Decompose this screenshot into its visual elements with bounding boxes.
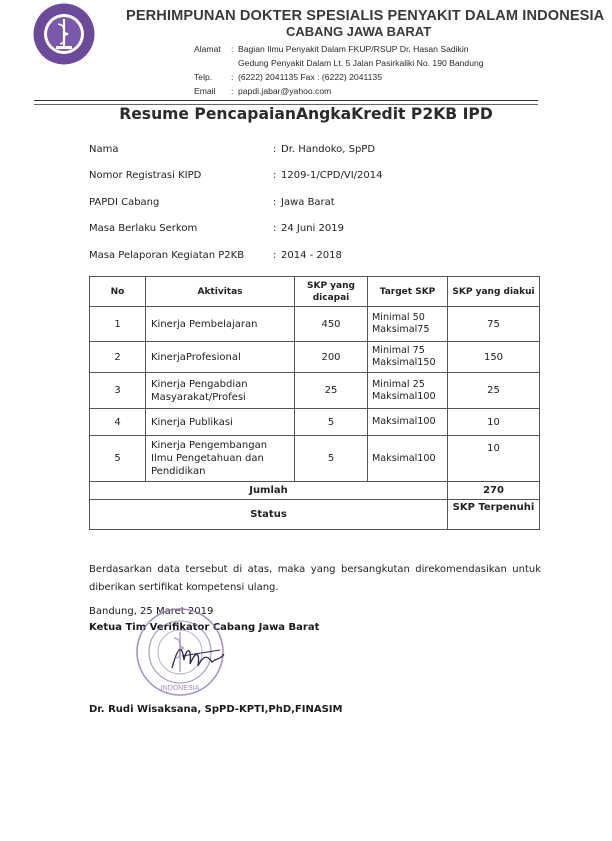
row-recognized: 75	[448, 307, 540, 342]
header-skp-recognized: SKP yang diakui	[448, 277, 540, 307]
total-value: 270	[448, 482, 540, 500]
row-activity: Kinerja Pengabdian Masyarakat/Profesi	[146, 373, 295, 409]
handwritten-signature	[168, 640, 228, 674]
info-separator: :	[273, 223, 277, 234]
row-recognized: 10	[448, 436, 540, 482]
header-skp-achieved: SKP yang dicapai	[295, 277, 368, 307]
row-recognized: 10	[448, 409, 540, 436]
status-value: SKP Terpenuhi	[448, 500, 540, 530]
row-achieved: 5	[295, 436, 368, 482]
row-recognized: 150	[448, 342, 540, 373]
branch-name: CABANG JAWA BARAT	[286, 24, 432, 39]
header-no: No	[90, 277, 146, 307]
row-target: Minimal 50 Maksimal75	[368, 307, 448, 342]
email-separator: :	[231, 86, 234, 96]
row-no: 5	[90, 436, 146, 482]
team-lead-title: Ketua Tim Verifikator Cabang Jawa Barat	[89, 622, 320, 633]
signer-name: Dr. Rudi Wisaksana, SpPD-KPTI,PhD,FINASIM	[89, 704, 343, 715]
row-achieved: 25	[295, 373, 368, 409]
row-target: Maksimal100	[368, 436, 448, 482]
row-activity: Kinerja Pengembangan Ilmu Pengetahuan dan Pendidikan	[146, 436, 295, 482]
row-activity: KinerjaProfesional	[146, 342, 295, 373]
info-label-registration: Nomor Registrasi KIPD	[89, 170, 202, 181]
organization-name: PERHIMPUNAN DOKTER SPESIALIS PENYAKIT DALAM INDONESIA	[126, 8, 605, 24]
header-target-skp: Target SKP	[368, 277, 448, 307]
row-activity: Kinerja Publikasi	[146, 409, 295, 436]
papdi-logo	[32, 2, 96, 66]
info-separator: :	[273, 144, 277, 155]
row-activity: Kinerja Pembelajaran	[146, 307, 295, 342]
info-value-period: 2014 - 2018	[281, 250, 342, 261]
email-value: papdi.jabar@yahoo.com	[238, 86, 332, 96]
header-activity: Aktivitas	[146, 277, 295, 307]
row-no: 3	[90, 373, 146, 409]
table-total-row	[90, 482, 540, 500]
info-value-branch: Jawa Barat	[281, 197, 335, 208]
table-row	[90, 373, 540, 409]
address-line-1: Bagian Ilmu Penyakit Dalam FKUP/RSUP Dr. Hasan Sadikin	[238, 44, 469, 54]
row-recognized: 25	[448, 373, 540, 409]
row-no: 2	[90, 342, 146, 373]
info-value-serkom: 24 Juni 2019	[281, 223, 344, 234]
row-achieved: 5	[295, 409, 368, 436]
address-label: Alamat	[194, 44, 221, 54]
email-label: Email	[194, 86, 216, 96]
phone-value: (6222) 2041135 Fax : (6222) 2041135	[238, 72, 382, 82]
phone-separator: :	[231, 72, 234, 82]
info-label-branch: PAPDI Cabang	[89, 197, 160, 208]
header-rule	[34, 100, 538, 101]
address-line-2: Gedung Penyakit Dalam Lt. 5 Jalan Pasirkaliki No. 190 Bandung	[238, 58, 484, 68]
row-achieved: 450	[295, 307, 368, 342]
info-separator: :	[273, 250, 277, 261]
recommendation-text: Berdasarkan data tersebut di atas, maka yang bersangkutan direkomendasikan untuk diberikan sertifikat kompetensi ulang.	[89, 564, 541, 593]
row-target: Minimal 75 Maksimal150	[368, 342, 448, 373]
info-value-name: Dr. Handoko, SpPD	[281, 144, 376, 155]
stamp-text: INDONESIA	[160, 685, 200, 692]
address-separator: :	[231, 44, 234, 54]
row-target: Minimal 25 Maksimal100	[368, 373, 448, 409]
total-label: Jumlah	[90, 482, 448, 500]
place-date: Bandung, 25 Maret 2019	[89, 606, 214, 617]
info-separator: :	[273, 170, 277, 181]
table-row	[90, 409, 540, 436]
document-title: Resume PencapaianAngkaKredit P2KB IPD	[119, 105, 493, 123]
status-label: Status	[90, 500, 448, 530]
table-row	[90, 307, 540, 342]
row-target: Maksimal100	[368, 409, 448, 436]
info-label-name: Nama	[89, 144, 119, 155]
table-row	[90, 436, 540, 482]
info-value-registration: 1209-1/CPD/VI/2014	[281, 170, 383, 181]
table-status-row	[90, 500, 540, 530]
row-achieved: 200	[295, 342, 368, 373]
skp-table	[89, 276, 540, 530]
info-separator: :	[273, 197, 277, 208]
info-label-period: Masa Pelaporan Kegiatan P2KB	[89, 250, 245, 261]
table-header-row	[90, 277, 540, 307]
row-no: 1	[90, 307, 146, 342]
phone-label: Telp.	[194, 72, 213, 82]
table-row	[90, 342, 540, 373]
row-no: 4	[90, 409, 146, 436]
info-label-serkom: Masa Berlaku Serkom	[89, 223, 198, 234]
